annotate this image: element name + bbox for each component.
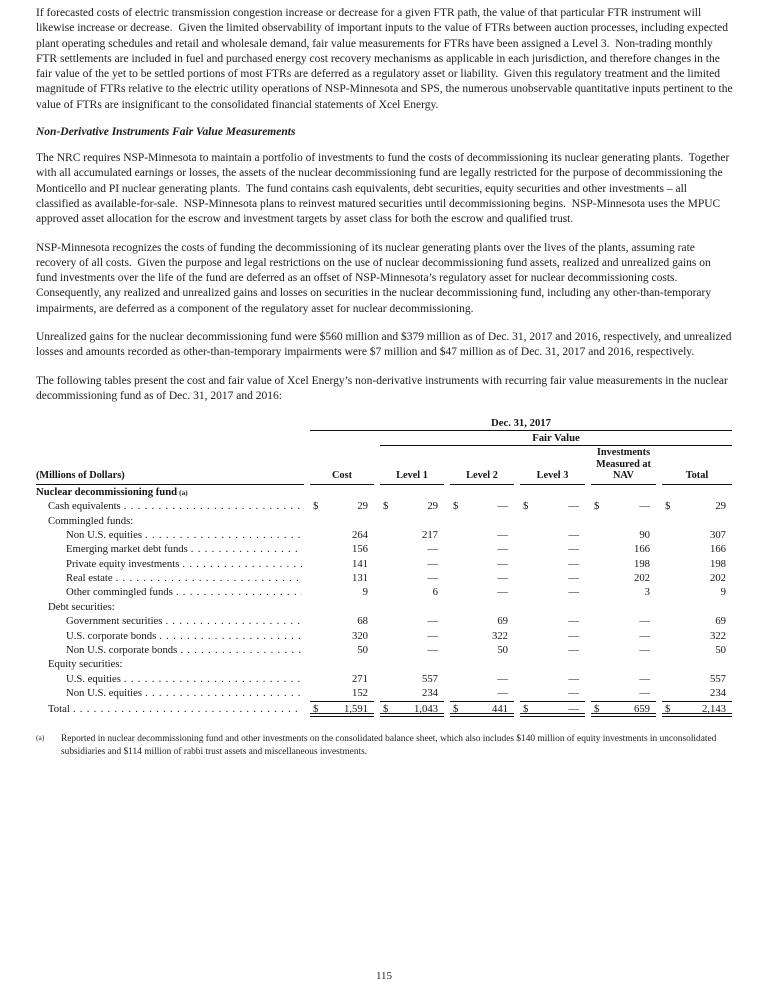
dot-leader bbox=[145, 686, 302, 700]
cell-value: 202 bbox=[633, 572, 650, 585]
row-label bbox=[36, 528, 304, 542]
currency-symbol: $ bbox=[313, 702, 319, 715]
currency-symbol: $ bbox=[665, 702, 671, 715]
table-row bbox=[36, 702, 733, 719]
table-row bbox=[36, 485, 733, 499]
table-cell bbox=[380, 643, 444, 657]
table-cell bbox=[310, 672, 374, 686]
cell-value: — bbox=[497, 500, 508, 513]
currency-symbol: $ bbox=[594, 500, 600, 513]
cell-value: 234 bbox=[709, 687, 726, 700]
table-cell bbox=[520, 702, 585, 717]
table-cell bbox=[380, 614, 444, 628]
cell-value: 9 bbox=[720, 586, 726, 599]
cell-value: 141 bbox=[351, 557, 368, 570]
cell-value: — bbox=[568, 500, 579, 513]
cell-value: — bbox=[568, 629, 579, 642]
table-cell bbox=[450, 571, 514, 585]
footnote bbox=[36, 733, 733, 759]
cell-value: 557 bbox=[421, 672, 438, 685]
table-row bbox=[36, 686, 733, 700]
cell-value: — bbox=[497, 528, 508, 541]
cell-value: — bbox=[427, 543, 438, 556]
dot-leader bbox=[165, 614, 302, 628]
cell-value: 322 bbox=[709, 629, 726, 642]
table-cell bbox=[310, 686, 374, 701]
currency-symbol: $ bbox=[665, 500, 671, 513]
row-label-text: Real estate bbox=[66, 572, 113, 585]
dot-leader bbox=[124, 499, 302, 513]
currency-symbol: $ bbox=[594, 702, 600, 715]
row-label bbox=[36, 600, 304, 614]
table-cell bbox=[450, 614, 514, 628]
table-cell bbox=[662, 585, 732, 599]
table-cell bbox=[591, 672, 656, 686]
cell-value: 202 bbox=[709, 572, 726, 585]
cell-value: 9 bbox=[362, 586, 368, 599]
row-label bbox=[36, 702, 304, 719]
cell-value: — bbox=[639, 615, 650, 628]
table-cell bbox=[520, 499, 585, 513]
cell-value: 320 bbox=[351, 629, 368, 642]
footnote-marker: (a) bbox=[36, 732, 45, 742]
table-row bbox=[36, 643, 733, 657]
cell-value: 90 bbox=[639, 528, 650, 541]
dot-leader bbox=[182, 557, 302, 571]
table-row bbox=[36, 657, 733, 671]
table-cell bbox=[450, 542, 514, 556]
row-label bbox=[36, 499, 304, 513]
table-cell bbox=[310, 542, 374, 556]
cell-value: — bbox=[497, 543, 508, 556]
table-cell bbox=[380, 528, 444, 542]
table-cell bbox=[520, 585, 585, 599]
column-header-level2: Level 2 bbox=[450, 470, 514, 485]
cell-value: 50 bbox=[497, 644, 508, 657]
page-number: 115 bbox=[375, 970, 393, 982]
cell-value: — bbox=[497, 557, 508, 570]
row-label-text: Equity securities: bbox=[48, 658, 123, 671]
cell-value: — bbox=[639, 629, 650, 642]
footnote-text: Reported in nuclear decommissioning fund and other investments on the consolidated balance sheet, which also includes $140 million of equity investments in unconsolidated subsidiaries and $114 million of rabbi trust assets and miscellaneous investments. bbox=[61, 733, 717, 757]
row-label-text: Non U.S. equities bbox=[66, 687, 142, 700]
table-cell bbox=[450, 557, 514, 571]
cell-value: — bbox=[568, 644, 579, 657]
cell-value: — bbox=[497, 586, 508, 599]
table-cell bbox=[380, 629, 444, 643]
table-row bbox=[36, 629, 733, 643]
table-cell bbox=[450, 702, 514, 717]
table-cell bbox=[520, 672, 585, 686]
dot-leader bbox=[124, 672, 302, 686]
cell-value: 156 bbox=[351, 543, 368, 556]
table-cell bbox=[310, 629, 374, 643]
table-cell bbox=[662, 557, 732, 571]
cell-value: 50 bbox=[357, 644, 368, 657]
table-cell bbox=[310, 643, 374, 657]
table-row bbox=[36, 557, 733, 571]
table-cell bbox=[520, 686, 585, 701]
dot-leader bbox=[73, 702, 302, 717]
table-cell bbox=[380, 571, 444, 585]
table-cell bbox=[380, 686, 444, 701]
row-label-text: Commingled funds: bbox=[48, 514, 134, 527]
currency-symbol: $ bbox=[383, 500, 389, 513]
table-row bbox=[36, 528, 733, 542]
cell-value: — bbox=[568, 557, 579, 570]
currency-symbol: $ bbox=[313, 500, 319, 513]
table-cell bbox=[591, 686, 656, 701]
cell-value: — bbox=[427, 629, 438, 642]
column-header-total: Total bbox=[662, 470, 732, 485]
cell-value: 166 bbox=[709, 543, 726, 556]
table-body bbox=[36, 485, 733, 719]
cell-value: 198 bbox=[633, 557, 650, 570]
cell-value: — bbox=[639, 687, 650, 700]
cell-value: — bbox=[639, 644, 650, 657]
cell-value: 69 bbox=[715, 615, 726, 628]
paragraph-nrc-requires: The NRC requires NSP-Minnesota to maintain a portfolio of investments to fund the costs of decommissioning its nuclear generating plants. Together with all accumulated earnings or losses, the assets of the nuclear decommissioning fund are legally restricted for the purpose of decommissioning the Monticello and PI nuclear generating plants. The fund contains cash equivalents, debt securities, equity securities and other investments – all classified as available-for-sale. NSP-Minnesota plans to reinvest matured securities until decommissioning begins. NSP-Minnesota uses the MPUC approved asset allocation for the escrow and investment targets by asset class for both the escrow and qualified trust. bbox=[36, 152, 733, 226]
cell-value: 69 bbox=[497, 615, 508, 628]
table-header-date-row bbox=[36, 417, 733, 431]
column-header-cost: Cost bbox=[310, 470, 374, 485]
table-row bbox=[36, 514, 733, 528]
table-cell bbox=[380, 542, 444, 556]
table-fair-value-header: Fair Value bbox=[380, 432, 732, 446]
cell-value: — bbox=[427, 572, 438, 585]
currency-symbol: $ bbox=[523, 500, 529, 513]
cell-value: 131 bbox=[351, 572, 368, 585]
section-heading: Non-Derivative Instruments Fair Value Measurements bbox=[36, 126, 296, 139]
cell-value: 322 bbox=[491, 629, 508, 642]
row-label-text: U.S. corporate bonds bbox=[66, 629, 157, 642]
row-label bbox=[36, 557, 304, 571]
cell-value: 217 bbox=[421, 528, 438, 541]
cell-value: — bbox=[427, 557, 438, 570]
cell-value: — bbox=[427, 644, 438, 657]
table-cell bbox=[662, 528, 732, 542]
table-cell bbox=[380, 585, 444, 599]
cell-value: 234 bbox=[421, 687, 438, 700]
table-cell bbox=[380, 499, 444, 513]
table-cell bbox=[450, 672, 514, 686]
cell-value: — bbox=[497, 687, 508, 700]
row-label-text: Emerging market debt funds bbox=[66, 543, 188, 556]
table-cell bbox=[310, 614, 374, 628]
table-cell bbox=[310, 702, 374, 717]
table-cell bbox=[520, 571, 585, 585]
table-cell bbox=[520, 542, 585, 556]
cell-value: 50 bbox=[715, 644, 726, 657]
table-cell bbox=[662, 686, 732, 701]
table-date-header: Dec. 31, 2017 bbox=[310, 417, 732, 431]
table-cell bbox=[591, 643, 656, 657]
cell-value: 557 bbox=[709, 672, 726, 685]
row-label-text: Total bbox=[48, 702, 70, 715]
row-label bbox=[36, 629, 304, 643]
table-cell bbox=[310, 571, 374, 585]
table-cell bbox=[310, 585, 374, 599]
row-label-text: Non U.S. corporate bonds bbox=[66, 644, 178, 657]
cell-value: — bbox=[568, 572, 579, 585]
cell-value: 441 bbox=[491, 702, 508, 715]
cell-value: 2,143 bbox=[701, 702, 726, 715]
row-label-text: Debt securities: bbox=[48, 600, 115, 613]
row-label-text: U.S. equities bbox=[66, 672, 121, 685]
table-header-fairvalue-row bbox=[36, 432, 733, 446]
cell-value: 29 bbox=[427, 500, 438, 513]
currency-symbol: $ bbox=[453, 702, 459, 715]
cell-value: — bbox=[639, 672, 650, 685]
paragraph-table-intro: The following tables present the cost and fair value of Xcel Energy’s non-derivative instruments with recurring fair value measurements in the nuclear decommissioning fund as of Dec. 31, 2017 and 2016: bbox=[36, 374, 731, 402]
table-cell bbox=[450, 528, 514, 542]
row-label bbox=[36, 585, 304, 599]
table-row bbox=[36, 614, 733, 628]
row-label-text: Other commingled funds bbox=[66, 586, 173, 599]
column-header-row-label: (Millions of Dollars) bbox=[36, 470, 304, 485]
cell-value: 6 bbox=[432, 586, 438, 599]
paragraph-ftr-value: If forecasted costs of electric transmission congestion increase or decrease for a given FTR path, the value of that particular FTR instrument will likewise increase or decrease. Given the limited observability of important inputs to the value of FTRs between auction processes, including expected plant operating schedules and retail and wholesale demand, fair value measurements for FTRs have been assigned a Level 3. Non-trading monthly FTR settlements are included in fuel and purchased energy cost recovery mechanisms as applicable in each jurisdiction, and therefore changes in the fair value of the yet to be settled portions of most FTRs are deferred as a regulatory asset or liability. Given this regulatory treatment and the limited magnitude of FTRs relative to the electric utility operations of NSP-Minnesota and SPS, the numerous unobservable quantitative inputs pertinent to the value of FTRs are insignificant to the consolidated financial statements of Xcel Energy. bbox=[36, 7, 736, 111]
table-cell bbox=[662, 672, 732, 686]
column-header-level3: Level 3 bbox=[520, 470, 585, 485]
cell-value: — bbox=[497, 572, 508, 585]
table-cell bbox=[591, 499, 656, 513]
row-label bbox=[36, 657, 304, 671]
table-cell bbox=[662, 614, 732, 628]
table-row bbox=[36, 542, 733, 556]
table-cell bbox=[591, 571, 656, 585]
cell-value: 271 bbox=[351, 672, 368, 685]
row-label-text: Cash equivalents bbox=[48, 500, 121, 513]
cell-value: 198 bbox=[709, 557, 726, 570]
row-label bbox=[36, 514, 304, 528]
table-column-header-row bbox=[36, 447, 733, 485]
cell-value: — bbox=[568, 702, 579, 715]
table-cell bbox=[450, 686, 514, 701]
table-row bbox=[36, 585, 733, 599]
column-header-level1: Level 1 bbox=[380, 470, 444, 485]
table-cell bbox=[591, 528, 656, 542]
table-cell bbox=[591, 542, 656, 556]
table-cell bbox=[450, 643, 514, 657]
table-cell bbox=[520, 629, 585, 643]
table-cell bbox=[450, 499, 514, 513]
table-cell bbox=[662, 643, 732, 657]
table-cell bbox=[591, 614, 656, 628]
table-cell bbox=[520, 643, 585, 657]
table-cell bbox=[591, 702, 656, 717]
currency-symbol: $ bbox=[453, 500, 459, 513]
cell-value: 1,043 bbox=[413, 702, 438, 715]
cell-value: — bbox=[568, 586, 579, 599]
table-cell bbox=[310, 557, 374, 571]
cell-value: 29 bbox=[715, 500, 726, 513]
table-cell bbox=[591, 585, 656, 599]
row-label-text: Nuclear decommissioning fund bbox=[36, 485, 178, 498]
currency-symbol: $ bbox=[383, 702, 389, 715]
paragraph-nsp-recognizes: NSP-Minnesota recognizes the costs of funding the decommissioning of its nuclear generating plants over the lives of the plants, assuming rate recovery of all costs. Given the purpose and legal restrictions on the use of nuclear decommissioning fund assets, realized and unrealized gains on fund investments over the life of the fund are deferred as an offset of NSP-Minnesota’s regulatory asset for nuclear decommissioning costs. Consequently, any realized and unrealized gains and losses on securities in the nuclear decommissioning fund, including any other-than-temporary impairments, are deferred as a component of the regulatory asset for nuclear decommissioning. bbox=[36, 241, 714, 315]
table-cell bbox=[520, 528, 585, 542]
dot-leader bbox=[116, 571, 302, 585]
row-label bbox=[36, 571, 304, 585]
column-header-nav: Investments Measured at NAV bbox=[591, 447, 656, 485]
cell-value: — bbox=[639, 500, 650, 513]
table-row bbox=[36, 571, 733, 585]
dot-leader bbox=[176, 585, 302, 599]
cell-value: 659 bbox=[633, 702, 650, 715]
cell-value: 68 bbox=[357, 615, 368, 628]
table-row bbox=[36, 600, 733, 614]
row-label-text: Non U.S. equities bbox=[66, 528, 142, 541]
paragraph-unrealized-gains: Unrealized gains for the nuclear decommissioning fund were $560 million and $379 million as of Dec. 31, 2017 and 2016, respectively, and unrealized losses and amounts recorded as other-than-temporary impairments were $7 million and $47 million as of Dec. 31, 2017 and 2016, respectively. bbox=[36, 331, 735, 359]
table-cell bbox=[662, 499, 732, 513]
cell-value: — bbox=[427, 615, 438, 628]
cell-value: 152 bbox=[351, 687, 368, 700]
table-cell bbox=[380, 672, 444, 686]
table-row bbox=[36, 499, 733, 513]
cell-value: — bbox=[568, 672, 579, 685]
table-cell bbox=[662, 702, 732, 717]
cell-value: 307 bbox=[709, 528, 726, 541]
table-cell bbox=[662, 571, 732, 585]
table-cell bbox=[310, 499, 374, 513]
table-cell bbox=[450, 629, 514, 643]
table-cell bbox=[591, 557, 656, 571]
table-cell bbox=[380, 557, 444, 571]
table-cell bbox=[380, 702, 444, 717]
cell-value: — bbox=[568, 615, 579, 628]
row-label-text: Government securities bbox=[66, 615, 163, 628]
row-label bbox=[36, 614, 304, 628]
row-label-text: Private equity investments bbox=[66, 557, 180, 570]
cell-value: 3 bbox=[644, 586, 650, 599]
table-cell bbox=[520, 614, 585, 628]
cell-value: — bbox=[568, 543, 579, 556]
cell-value: 1,591 bbox=[343, 702, 368, 715]
dot-leader bbox=[145, 528, 302, 542]
table-cell bbox=[520, 557, 585, 571]
cell-value: — bbox=[568, 687, 579, 700]
table-row bbox=[36, 672, 733, 686]
dot-leader bbox=[159, 629, 302, 643]
cell-value: — bbox=[497, 672, 508, 685]
currency-symbol: $ bbox=[523, 702, 529, 715]
table-cell bbox=[310, 528, 374, 542]
cell-value: 264 bbox=[351, 528, 368, 541]
row-label bbox=[36, 643, 304, 657]
row-label bbox=[36, 672, 304, 686]
table-cell bbox=[591, 629, 656, 643]
cell-value: — bbox=[568, 528, 579, 541]
cell-value: 166 bbox=[633, 543, 650, 556]
fair-value-table bbox=[36, 417, 733, 718]
table-cell bbox=[662, 542, 732, 556]
row-label bbox=[36, 686, 304, 701]
cell-value: 29 bbox=[357, 500, 368, 513]
table-cell bbox=[662, 629, 732, 643]
dot-leader bbox=[191, 542, 302, 556]
row-label bbox=[36, 542, 304, 556]
dot-leader bbox=[180, 643, 302, 657]
row-label: Nuclear decommissioning fund (a) bbox=[36, 485, 188, 498]
table-cell bbox=[450, 585, 514, 599]
